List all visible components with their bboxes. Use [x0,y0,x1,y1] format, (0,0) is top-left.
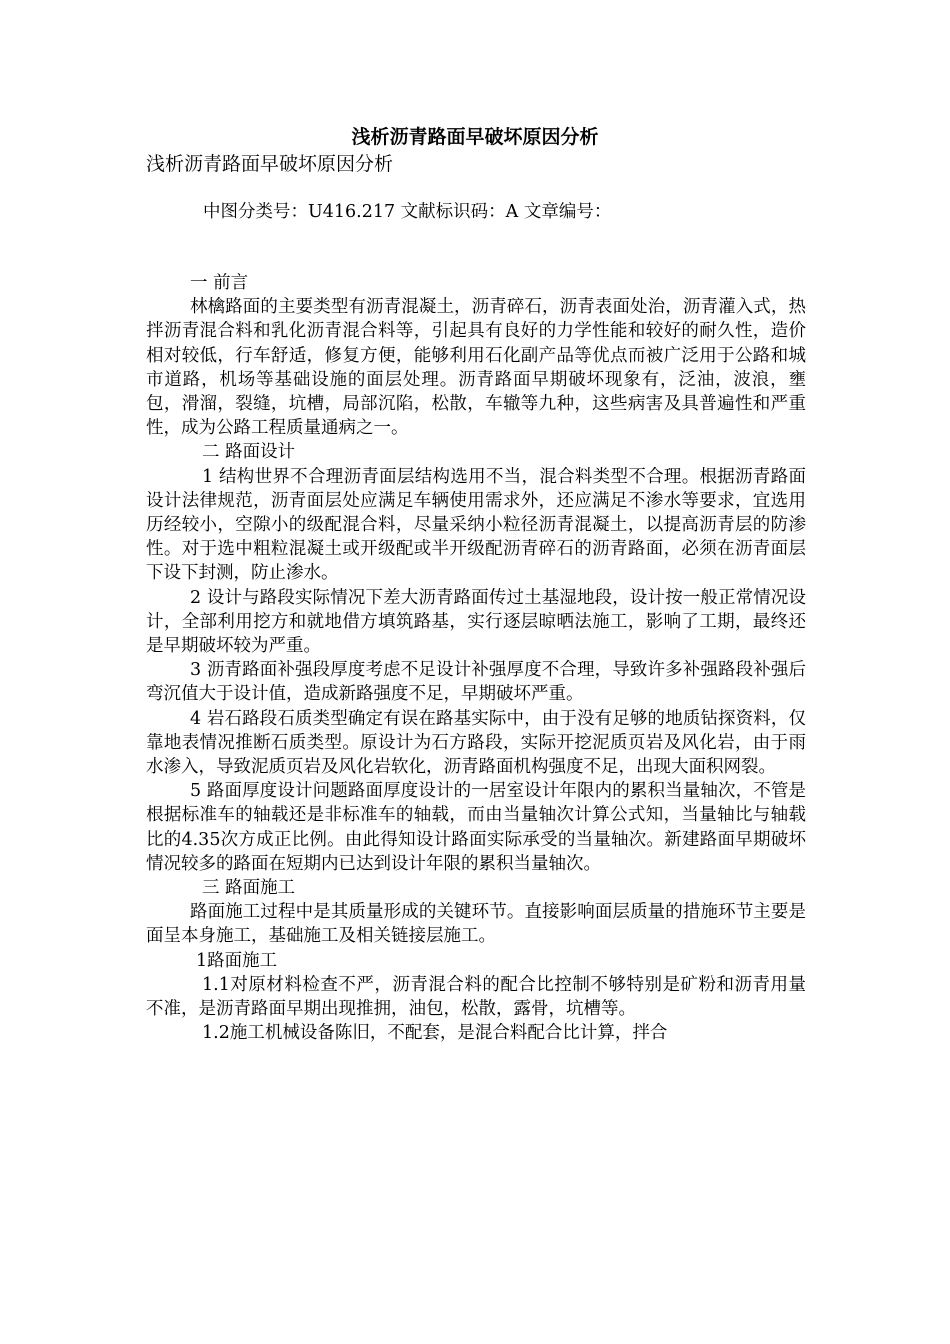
subsection-heading-road-construction: 1路面施工 [196,950,278,971]
document-subtitle: 浅析沥青路面早破坏原因分析 [146,153,394,175]
section-heading-construction: 三 路面施工 [202,878,296,899]
paragraph-design-4: 4 岩石路段石质类型确定有误在路基实际中，由于没有足够的地质钻探资料，仅靠地表情况推断石质类型。原设计为石方路段，实际开挖泥质页岩及风化岩，由于雨水渗入，导致泥质页岩及风化岩软化，沥青路面机构强度不足，出现大面积网裂。 [146,708,806,778]
article-body [146,271,806,1046]
paragraph-design-5: 5 路面厚度设计问题路面厚度设计的一居室设计年限内的累积当量轴次，不管是根据标准车的轴载还是非标准车的轴载，而由当量轴次计算公式知，当量轴比与轴载比的4.35次方成正比例。由此得知设计路面实际承受的当量轴次。新建路面早期破坏情况较多的路面在短期内已达到设计年限的累积当量轴次。 [146,781,806,874]
section-heading-preface: 一 前言 [190,273,249,293]
classification-line: 中图分类号：U416.217 文献标识码：A 文章编号： [203,202,612,222]
paragraph-construction-intro: 路面施工过程中是其质量形成的关键环节。直接影响面层质量的措施环节主要是面呈本身施工，基础施工及相关链接层施工。 [146,902,806,947]
section-heading-design: 二 路面设计 [202,442,296,463]
paragraph-preface: 林檎路面的主要类型有沥青混凝土，沥青碎石，沥青表面处治，沥青灌入式，热拌沥青混合料和乳化沥青混合料等，引起具有良好的力学性能和较好的耐久性，造价相对较低，行车舒适，修复方便，能够利用石化副产品等优点而被广泛用于公路和城市道路，机场等基础设施的面层处理。沥青路面早期破坏现象有，泛油，波浪，壅包，滑溜，裂缝，坑槽，局部沉陷，松散，车辙等九种，这些病害及具普遍性和严重性，成为公路工程质量通病之一。 [146,297,806,439]
document-title: 浅析沥青路面早破坏原因分析 [351,126,599,148]
paragraph-design-2: 2 设计与路段实际情况下差大沥青路面传过土基湿地段，设计按一般正常情况设计，全部利用挖方和就地借方填筑路基，实行逐层晾晒法施工，影响了工期，最终还是早期破坏较为严重。 [146,587,806,657]
paragraph-construction-1-1: 1.1对原材料检查不严，沥青混合料的配合比控制不够特别是矿粉和沥青用量不准，是沥青路面早期出现推拥，油包，松散，露骨，坑槽等。 [146,974,806,1020]
paragraph-design-1: 1 结构世界不合理沥青面层结构选用不当，混合料类型不合理。根据沥青路面设计法律规范，沥青面层处应满足车辆使用需求外，还应满足不渗水等要求，宜选用历经较小，空隙小的级配混合料，尽量采纳小粒径沥青混凝土，以提高沥青层的防渗性。对于选中粗粒混凝土或开级配或半开级配沥青碎石的沥青路面，必须在沥青面层下设下封测，防止渗水。 [146,466,806,584]
paragraph-construction-1-2: 1.2施工机械设备陈旧，不配套，是混合料配合比计算，拌合 [202,1023,668,1044]
paragraph-design-3: 3 沥青路面补强段厚度考虑不足设计补强厚度不合理，导致许多补强路段补强后弯沉值大于设计值，造成新路强度不足，早期破坏严重。 [146,660,806,705]
